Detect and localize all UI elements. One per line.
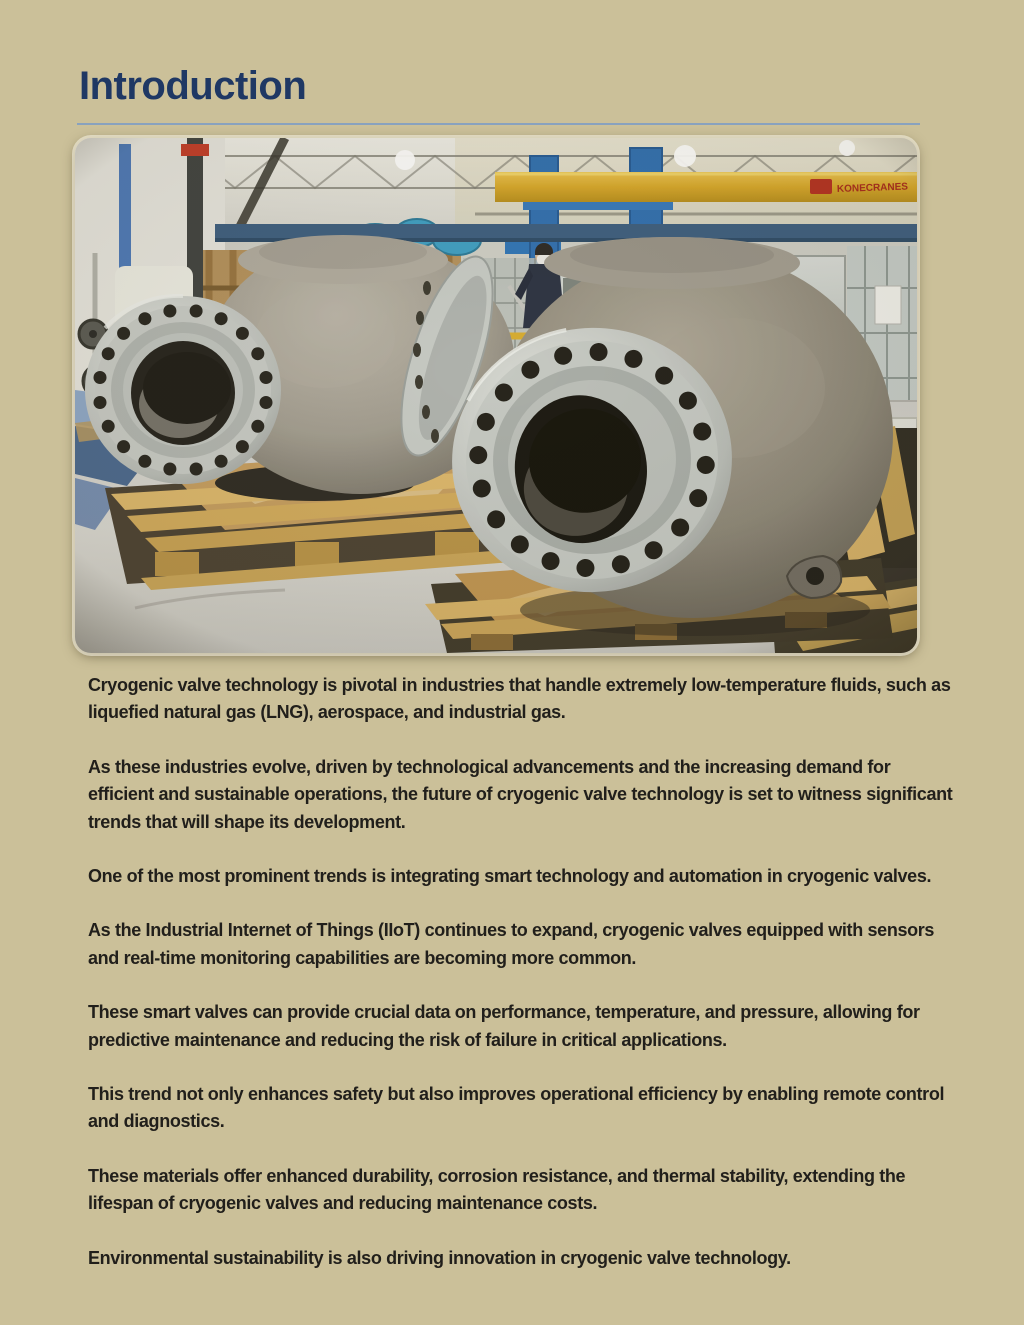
paragraph: As these industries evolve, driven by technological advancements and the increasing demand for efficient and sustainable operations, the future of cryogenic valve technology is set to witness significant trends that will shape its development.: [88, 756, 953, 832]
paragraph: These smart valves can provide crucial data on performance, temperature, and pressure, allowing for predictive maintenance and reducing the risk of failure in critical applications.: [88, 1002, 920, 1050]
body-text: [88, 672, 960, 1299]
factory-photo: [75, 138, 917, 653]
paragraph: One of the most prominent trends is integrating smart technology and automation in cryogenic valves.: [88, 866, 932, 887]
title-divider: [77, 123, 920, 125]
paragraph: These materials offer enhanced durability, corrosion resistance, and thermal stability, extending the lifespan of cryogenic valves and reducing maintenance costs.: [88, 1165, 906, 1214]
paragraph: As the Industrial Internet of Things (IIoT) continues to expand, cryogenic valves equipped with sensors and real-time monitoring capabilities are becoming more common.: [88, 920, 935, 968]
factory-photo-art: [75, 138, 917, 653]
paragraph: Environmental sustainability is also driving innovation in cryogenic valve technology.: [88, 1247, 791, 1268]
paragraph: This trend not only enhances safety but also improves operational efficiency by enabling remote control and diagnostics.: [88, 1084, 945, 1132]
page-title: Introduction: [79, 64, 307, 108]
paragraph: Cryogenic valve technology is pivotal in industries that handle extremely low-temperature fluids, such as liquefied natural gas (LNG), aerospace, and industrial gas.: [88, 675, 951, 723]
